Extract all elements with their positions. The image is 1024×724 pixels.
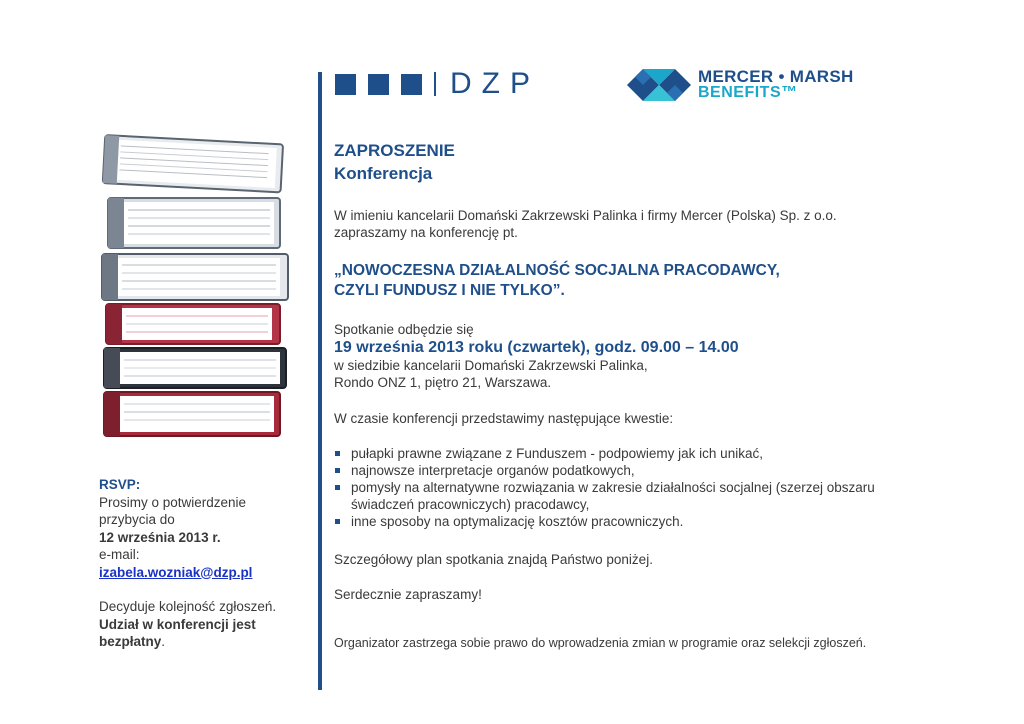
binder <box>108 198 280 248</box>
order-note: Decyduje kolejność zgłoszeń. <box>99 599 277 614</box>
email-label: e-mail: <box>99 547 140 562</box>
dzp-logo-square <box>401 74 422 95</box>
binder <box>104 348 286 388</box>
list-item: inne sposoby na optymalizację kosztów pracowniczych. <box>334 513 879 530</box>
rsvp-deadline: 12 września 2013 r. <box>99 529 221 545</box>
topics-list <box>334 445 879 530</box>
meeting-intro: Spotkanie odbędzie się <box>334 322 474 337</box>
rsvp-panel <box>99 476 309 651</box>
plan-note: Szczegółowy plan spotkania znajdą Państwo poniżej. <box>334 552 653 567</box>
list-item: pomysły na alternatywne rozwiązania w zakresie działalności socjalnej (szerzej obszaru świadczeń pracowniczych) pracodawcy, <box>334 479 879 513</box>
dzp-logo <box>335 67 540 100</box>
free-note-end: bezpłatny <box>99 634 162 649</box>
binder <box>103 135 283 192</box>
topics-intro: W czasie konferencji przedstawimy następujące kwestie: <box>334 411 674 426</box>
list-item: pułapki prawne związane z Funduszem - podpowiemy jak ich unikać, <box>334 445 879 462</box>
dzp-logo-square <box>368 74 389 95</box>
free-note: Udział w konferencji jest <box>99 616 256 632</box>
intro-line: zapraszamy na konferencję pt. <box>334 225 518 240</box>
rsvp-text: Prosimy o potwierdzenie <box>99 494 247 510</box>
binder <box>106 304 280 344</box>
venue-line: Rondo ONZ 1, piętro 21, Warszawa. <box>334 375 552 390</box>
intro-text <box>334 207 934 241</box>
dzp-logo-text: DZP <box>450 67 540 100</box>
closing-text: Serdecznie zapraszamy! <box>334 587 482 602</box>
meeting-details <box>334 321 934 391</box>
event-title <box>334 261 954 301</box>
mercer-logo-mark-icon <box>627 65 691 105</box>
event-title-line: „NOWOCZESNA DZIAŁALNOŚĆ SOCJALNA PRACODAWCY, <box>334 262 780 279</box>
mercer-marsh-logo <box>627 64 857 106</box>
venue-line: w siedzibie kancelarii Domański Zakrzewski Palinka, <box>334 358 648 373</box>
rsvp-text: przybycia do <box>99 512 175 527</box>
list-item: najnowsze interpretacje organów podatkowych, <box>334 462 879 479</box>
page-title: ZAPROSZENIE <box>334 141 455 160</box>
meeting-date-time: 19 września 2013 roku (czwartek), godz. 09.00 – 14.00 <box>334 339 739 356</box>
dzp-logo-square <box>335 74 356 95</box>
free-note-period: . <box>161 634 166 649</box>
email-link[interactable]: izabela.wozniak@dzp.pl <box>99 564 253 580</box>
dzp-logo-bar <box>434 72 436 96</box>
vertical-divider <box>318 72 322 690</box>
binder-stack-image <box>98 132 298 442</box>
event-title-line: CZYLI FUNDUSZ I NIE TYLKO”. <box>334 282 565 299</box>
intro-line: W imieniu kancelarii Domański Zakrzewski Palinka i firmy Mercer (Polska) Sp. z o.o. <box>334 208 837 223</box>
rsvp-label: RSVP: <box>99 477 141 492</box>
mercer-logo-line1: MERCER • MARSH <box>698 67 854 86</box>
organizer-note: Organizator zastrzega sobie prawo do wprowadzenia zmian w programie oraz selekcji zgłoszeń. <box>334 636 867 650</box>
mercer-logo-line2: BENEFITS™ <box>698 84 798 101</box>
page-subtitle: Konferencja <box>334 164 433 183</box>
binder <box>102 254 288 300</box>
binder <box>104 392 280 436</box>
